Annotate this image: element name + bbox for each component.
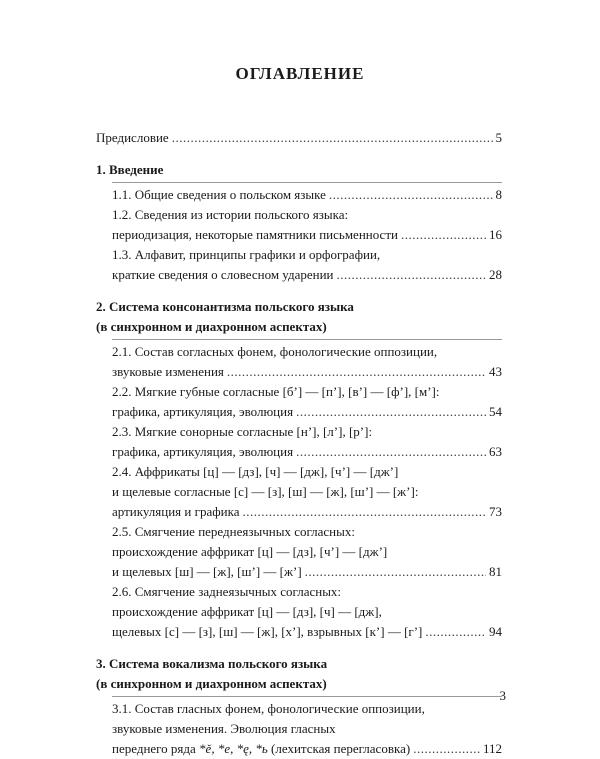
toc-entry-text: звуковые изменения. Эволюция гласных: [112, 721, 336, 736]
table-of-contents: [96, 128, 502, 759]
toc-entry-text: графика, артикуляция, эволюция: [112, 444, 294, 459]
dot-leader: [296, 402, 486, 422]
toc-page-number: 43: [489, 364, 502, 379]
toc-section-2: [96, 297, 502, 642]
toc-page-number: 63: [489, 444, 502, 459]
toc-entry-text-prefix: переднего ряда: [112, 741, 200, 756]
toc-entry-2-1: [112, 342, 502, 382]
toc-entry-text: [112, 739, 410, 759]
toc-entry-2-3: [112, 422, 502, 462]
dot-leader: [329, 185, 493, 205]
toc-entry-row: [112, 402, 502, 422]
dot-leader: [243, 502, 487, 522]
toc-page-number: 16: [489, 227, 502, 242]
dot-leader: [305, 562, 486, 582]
dot-leader: [401, 225, 486, 245]
toc-entry-1-2: [112, 205, 502, 245]
section-heading-line: 1. Введение: [96, 162, 164, 177]
toc-entry-row: [112, 265, 502, 285]
toc-entry-text: 1.1. Общие сведения о польском языке: [112, 187, 326, 202]
toc-entry-text: периодизация, некоторые памятники письменности: [112, 227, 398, 242]
toc-entry-text: артикуляция и графика: [112, 504, 240, 519]
dot-leader: [413, 739, 480, 759]
toc-section-1: [96, 160, 502, 285]
dot-leader: [296, 442, 486, 462]
toc-entry-text: краткие сведения о словесном ударении: [112, 267, 334, 282]
toc-page-number: 112: [482, 741, 502, 756]
toc-entry-2-4: [112, 462, 502, 522]
toc-entry-3-1: [112, 699, 502, 759]
toc-section-3: [96, 654, 502, 759]
toc-page-number: 28: [489, 267, 502, 282]
toc-entry-text: Предисловие: [96, 130, 169, 145]
toc-entry-2-5: [112, 522, 502, 582]
toc-page-number: 5: [495, 130, 502, 145]
section-heading: [96, 160, 502, 180]
toc-entry-text: 2.3. Мягкие сонорные согласные [н’], [л’], [р’]:: [112, 424, 373, 439]
toc-entry-text: графика, артикуляция, эволюция: [112, 404, 294, 419]
toc-entry-row: [112, 442, 502, 462]
section-heading-line: (в синхронном и диахронном аспектах): [96, 676, 327, 691]
section-heading-line: 3. Система вокализма польского языка: [96, 656, 328, 671]
toc-entry-text: происхождение аффрикат [ц] — [дз], [ч’] — [дж’]: [112, 544, 388, 559]
toc-entry-text: 1.2. Сведения из истории польского языка:: [112, 207, 349, 222]
section-heading: [96, 654, 502, 694]
dot-leader: [425, 622, 486, 642]
toc-entry-row: [112, 739, 502, 759]
toc-entry-text-suffix: (лехитская перегласовка): [267, 741, 411, 756]
toc-entry-row: [112, 502, 502, 522]
toc-entry-text: и щелевых [ш] — [ж], [ш’] — [ж’]: [112, 564, 302, 579]
toc-entry-text-italic: *ě, *e, *ę, *ь: [199, 741, 268, 756]
section-entries: [112, 339, 502, 642]
toc-page-number: 94: [489, 624, 502, 639]
toc-entry-text: звуковые изменения: [112, 364, 224, 379]
toc-entry-text: щелевых [с] — [з], [ш] — [ж], [х’], взрывных [к’] — [г’]: [112, 624, 423, 639]
page-title: ОГЛАВЛЕНИЕ: [235, 64, 365, 83]
toc-entry-2-6: [112, 582, 502, 642]
toc-entry-1-1: [112, 185, 502, 205]
toc-entry-text: происхождение аффрикат [ц] — [дз], [ч] — [дж],: [112, 604, 382, 619]
toc-page-number: 8: [495, 187, 502, 202]
toc-entry-row: [112, 362, 502, 382]
toc-entry-text: 2.1. Состав согласных фонем, фонологические оппозиции,: [112, 344, 438, 359]
toc-entry-row: [112, 562, 502, 582]
toc-entry-text: 3.1. Состав гласных фонем, фонологические оппозиции,: [112, 701, 425, 716]
toc-entry-text: 2.2. Мягкие губные согласные [б’] — [п’], [в’] — [ф’], [м’]:: [112, 384, 440, 399]
toc-entry-text: 2.4. Аффрикаты [ц] — [дз], [ч] — [дж], [ч’] — [дж’]: [112, 464, 399, 479]
toc-entry-text: и щелевые согласные [с] — [з], [ш] — [ж], [ш’] — [ж’]:: [112, 484, 419, 499]
toc-entry-preface: [96, 128, 502, 148]
toc-entry-row: [112, 185, 502, 205]
section-heading-line: 2. Система консонантизма польского языка: [96, 299, 354, 314]
dot-leader: [227, 362, 486, 382]
toc-entry-1-3: [112, 245, 502, 285]
section-heading-line: (в синхронном и диахронном аспектах): [96, 319, 327, 334]
toc-page-number: 54: [489, 404, 502, 419]
toc-entry-row: [112, 225, 502, 245]
section-heading: [96, 297, 502, 337]
toc-page-number: 81: [489, 564, 502, 579]
toc-entry-2-2: [112, 382, 502, 422]
toc-entry-text: 2.5. Смягчение переднеязычных согласных:: [112, 524, 355, 539]
dot-leader: [337, 265, 486, 285]
dot-leader: [172, 128, 493, 148]
page-number: 3: [499, 688, 506, 703]
toc-entry-text: 2.6. Смягчение заднеязычных согласных:: [112, 584, 342, 599]
toc-page-number: 73: [489, 504, 502, 519]
toc-entry-text: 1.3. Алфавит, принципы графики и орфографии,: [112, 247, 381, 262]
toc-entry-row: [112, 622, 502, 642]
section-entries: [112, 182, 502, 285]
